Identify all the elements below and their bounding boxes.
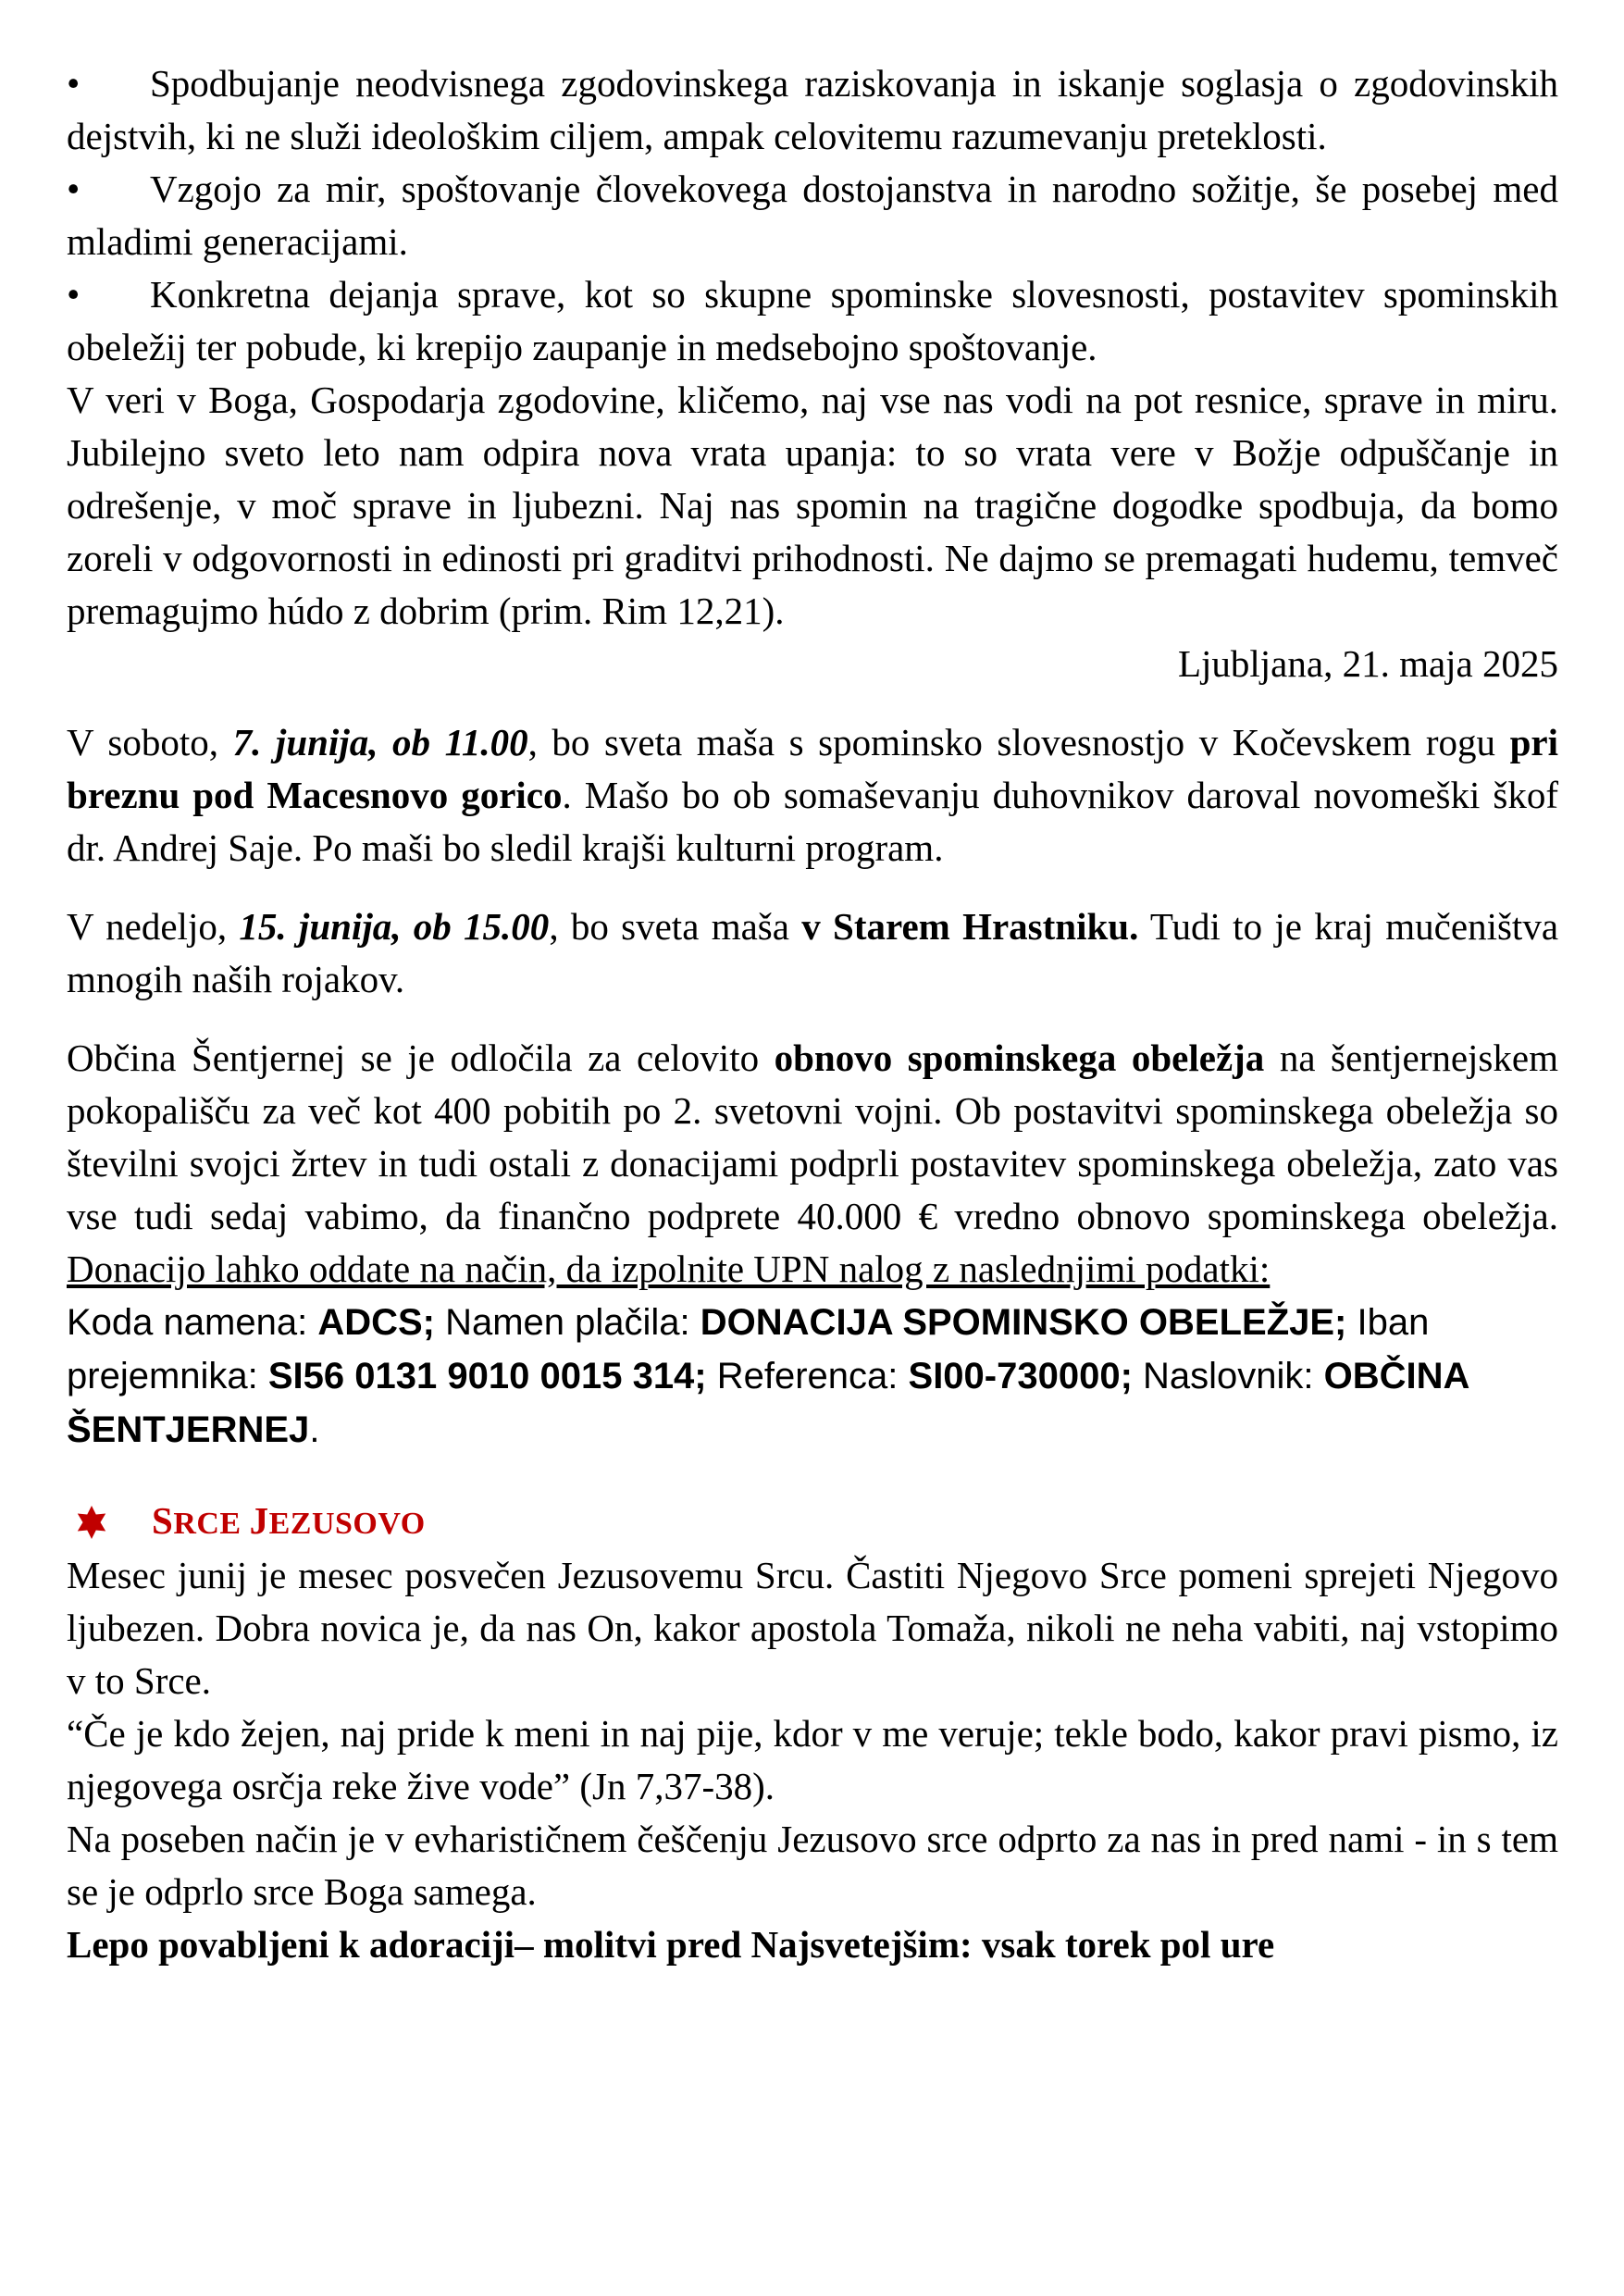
- memorial-bold-text: obnovo spominskega obeležja: [774, 1036, 1265, 1079]
- mass-kocevski-rog-paragraph: V soboto, 7. junija, ob 11.00, bo sveta maša s spominsko slovesnostjo v Kočevskem rogu pri breznu pod Macesnovo gorico. Mašo bo ob somaševanju duhovnikov daroval novomeški škof dr. Andrej Saje. Po maši bo sledil krajši kulturni program.: [67, 721, 1559, 869]
- upn-recipient-value: OBČINA ŠENTJERNEJ: [67, 1356, 1469, 1450]
- closing-paragraph: V veri v Boga, Gospodarja zgodovine, kličemo, naj vse nas vodi na pot resnice, sprave in miru. Jubilejno sveto leto nam odpira nova vrata upanja: to so vrata vere v Božje odpuščanje in odrešenje, v moč sprave in ljubezni. Naj nas spomin na tragične dogodke spodbuja, da bomo zoreli v odgovornosti in edinosti pri graditvi prihodnosti. Ne dajmo se premagati hudemu, temveč premagujmo húdo z dobrim (prim. Rim 12,21).: [67, 379, 1558, 632]
- mass-hrastnik-paragraph: V nedeljo, 15. junija, ob 15.00, bo sveta maša v Starem Hrastniku. Tudi to je kraj mučeništva mnogih naših rojakov.: [67, 905, 1559, 1000]
- donation-instructions: Donacijo lahko oddate na način, da izpolnite UPN nalog z naslednjimi podatki:: [67, 1247, 1271, 1290]
- bullet-text: Konkretna dejanja sprave, kot so skupne spominske slovesnosti, postavitev spominskih obeležij ter pobude, ki krepijo zaupanje in medsebojno spoštovanje.: [67, 273, 1558, 368]
- memorial-paragraph: Občina Šentjernej se je odločila za celovito obnovo spominskega obeležja na šentjernejskem pokopališču za več kot 400 pobitih po 2. svetovni vojni. Ob postavitvi spominskega obeležja so številni svojci žrtev in tudi ostali z donacijami podprli postavitev spominskega obeležja, zato vas vse tudi sedaj vabimo, da finančno podprete 40.000 € vredno obnovo spominskega obeležja. Donacijo lahko oddate na način, da izpolnite UPN nalog z naslednjimi podatki:: [67, 1036, 1558, 1290]
- section-title: SRCE JEZUSOVO: [152, 1499, 426, 1542]
- upn-iban-value: SI56 0131 9010 0015 314;: [267, 1356, 707, 1396]
- star-icon: [74, 1505, 109, 1540]
- bullet-marker: •: [67, 273, 81, 316]
- mass-place: v Starem Hrastniku.: [801, 905, 1139, 948]
- upn-payment-details: Koda namena: ADCS; Namen plačila: DONACIJA SPOMINSKO OBELEŽJE; Iban prejemnika: SI56 0131 9010 0015 314; Referenca: SI00-730000; Naslovnik: OBČINA ŠENTJERNEJ.: [67, 1302, 1469, 1450]
- upn-reference-value: SI00-730000;: [908, 1356, 1133, 1396]
- list-item: [67, 268, 1558, 374]
- upn-code-value: ADCS;: [317, 1302, 435, 1343]
- bullet-marker: •: [67, 62, 81, 105]
- adoration-invitation: Lepo povabljeni k adoraciji– molitvi pred Najsvetejšim: vsak torek pol ure: [67, 1923, 1275, 1966]
- bullet-text: Vzgojo za mir, spoštovanje človekovega dostojanstva in narodno sožitje, še posebej med mladimi generacijami.: [67, 168, 1558, 263]
- heart-paragraph: Na poseben način je v evharističnem češčenju Jezusovo srce odprto za nas in pred nami - in s tem se je odprlo srce Boga samega.: [67, 1818, 1558, 1913]
- mass-date: 15. junija, ob 15.00: [239, 905, 550, 948]
- list-item: [67, 57, 1558, 163]
- list-item: [67, 163, 1558, 268]
- section-heading: [67, 1496, 1558, 1549]
- mass-place: pri breznu pod Macesnovo gorico: [67, 721, 1559, 816]
- upn-purpose-value: DONACIJA SPOMINSKO OBELEŽJE;: [700, 1302, 1347, 1343]
- place-date: Ljubljana, 21. maja 2025: [1177, 642, 1558, 685]
- mass-date: 7. junija, ob 11.00: [232, 721, 528, 763]
- document-page: [67, 57, 1558, 1971]
- heart-paragraph: Mesec junij je mesec posvečen Jezusovemu Srcu. Častiti Njegovo Srce pomeni sprejeti Njegovo ljubezen. Dobra novica je, da nas On, kakor apostola Tomaža, nikoli ne neha vabiti, naj vstopimo v to Srce.: [67, 1554, 1558, 1702]
- bullet-marker: •: [67, 168, 81, 210]
- bullet-text: Spodbujanje neodvisnega zgodovinskega raziskovanja in iskanje soglasja o zgodovinskih dejstvih, ki ne služi ideološkim ciljem, ampak celovitemu razumevanju preteklosti.: [67, 62, 1558, 157]
- heart-quote: “Če je kdo žejen, naj pride k meni in naj pije, kdor v me veruje; tekle bodo, kakor pravi pismo, iz njegovega osrčja reke žive vode” (Jn 7,37-38).: [67, 1712, 1558, 1807]
